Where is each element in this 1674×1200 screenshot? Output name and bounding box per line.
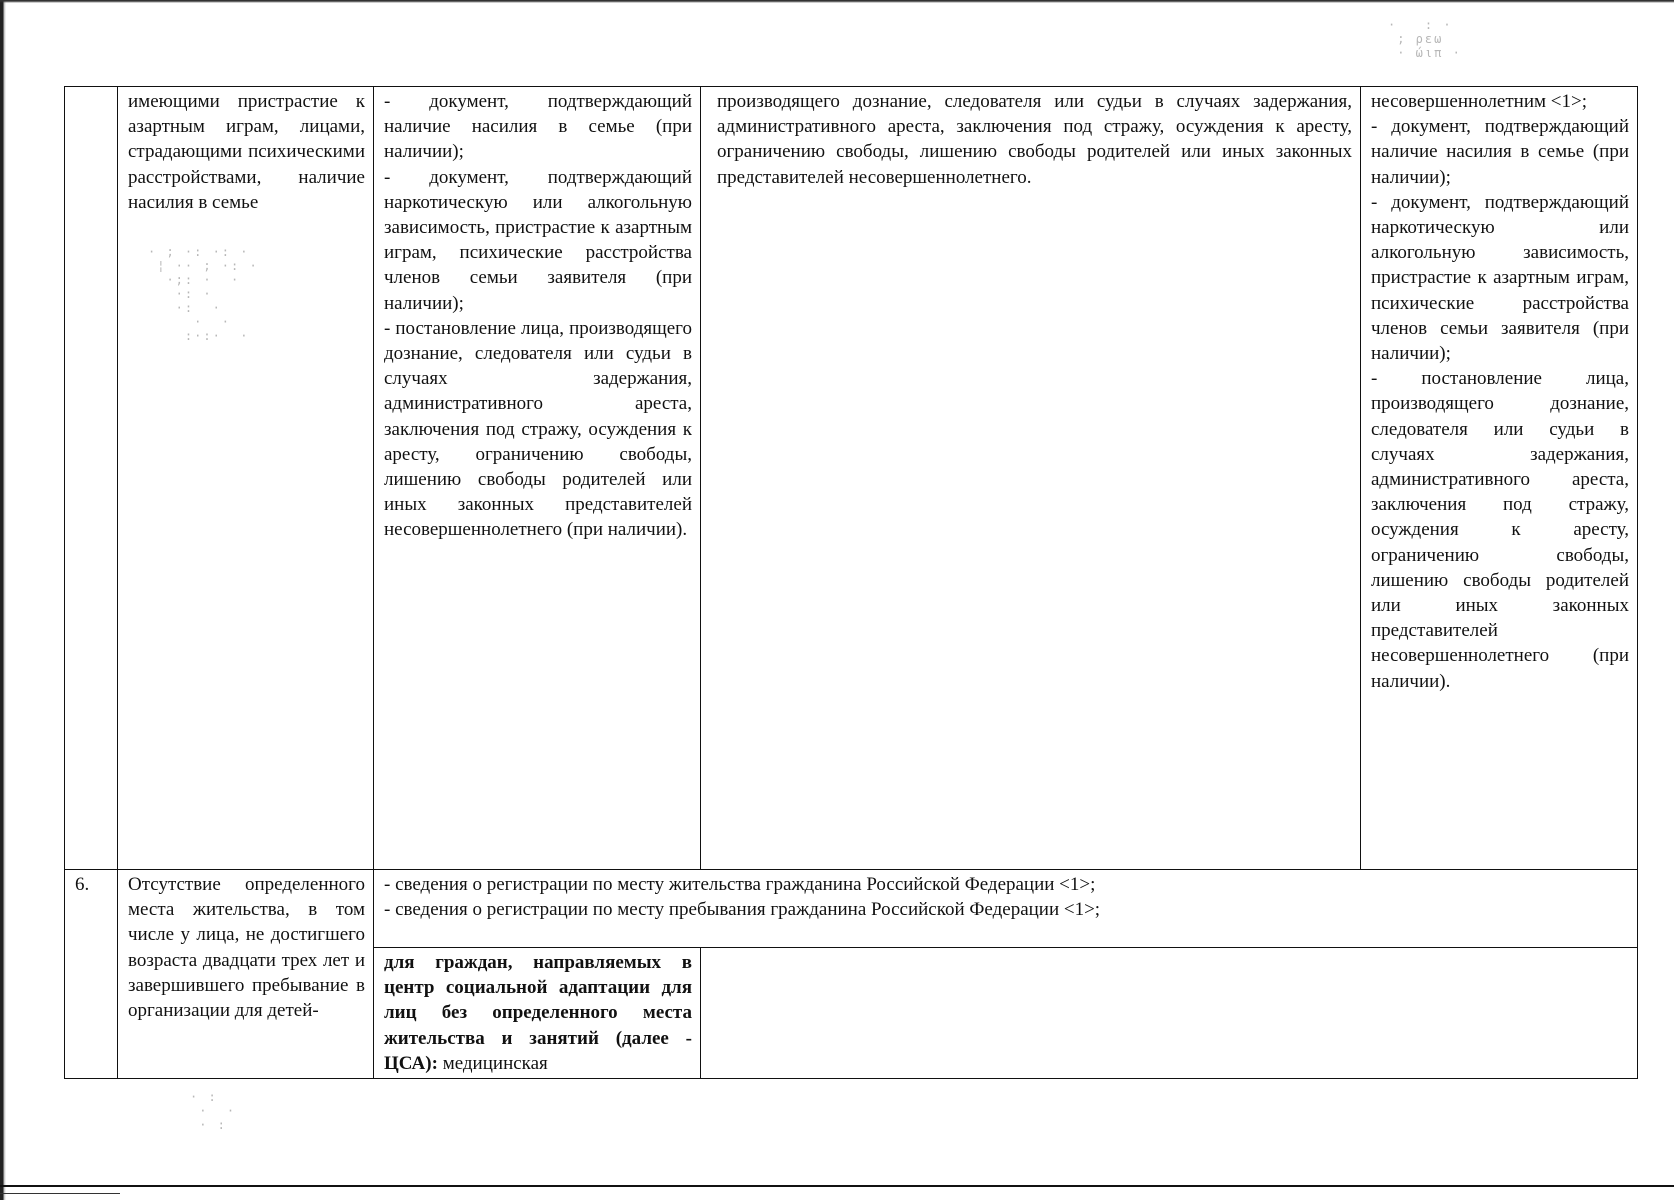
interagency-cell xyxy=(701,87,1361,870)
condition-text: имеющими пристрастие к азартным играм, лицами, страдающими психическими расстройствами, наличие насилия в семье xyxy=(128,91,365,213)
scan-noise-top-right: · : · ; ρεω · ώιπ · xyxy=(1388,18,1462,60)
empty-cell xyxy=(701,948,1638,1079)
csa-heading: для граждан, направляемых в центр социальной адаптации для лиц без определенного места жительства и занятий (далее - ЦСА): xyxy=(384,952,692,1074)
condition-cell xyxy=(118,87,374,870)
page-bottom-rule xyxy=(0,1185,1674,1187)
document-line: - сведения о регистрации по месту пребывания гражданина Российской Федерации <1>; xyxy=(384,899,1101,921)
row-number-cell xyxy=(65,87,118,870)
scan-noise-bottom-left: · : · · · : xyxy=(190,1090,237,1132)
scan-noise-left-column: · ; ·: ·: · ¦ ·· ; ·: · ·;: · · ·: · ·: · · · :·:· · xyxy=(148,245,259,343)
document-table xyxy=(64,86,1638,1079)
scan-edge-top xyxy=(0,0,1674,3)
documents-cell xyxy=(374,87,701,870)
table-row xyxy=(65,870,1638,948)
row-number-cell xyxy=(65,870,118,1079)
condition-cell xyxy=(118,870,374,1079)
csa-text: медицинская xyxy=(442,1052,548,1074)
scan-edge-left xyxy=(0,0,6,1200)
interagency-text: производящего дознание, следователя или судьи в случаях задержания, административного ареста, заключения под стражу, осуждения к аресту, ограничению свободы, лишению свободы родителей или иных законных представителей несовершеннолетнего. xyxy=(717,91,1352,188)
documents-text: - документ, подтверждающий наличие насилия в семье (при наличии); - документ, подтверждающий наркотическую или алкогольную зависимость, пристрастие к азартным играм, психические расстройства членов семьи заявителя (при наличии); - постановление лица, производящего дознание, следователя или судьи в случаях задержания, административного ареста, заключения под стражу, осуждения к аресту, ограничению свободы, лишению свободы родителей или иных законных представителей несовершеннолетнего (при наличии). xyxy=(384,91,692,541)
merged-documents-cell xyxy=(374,870,1638,948)
document-line: - сведения о регистрации по месту жительства гражданина Российской Федерации <1>; xyxy=(384,874,1096,895)
last-column-cell xyxy=(1361,87,1638,870)
table-row xyxy=(65,87,1638,870)
row-number: 6. xyxy=(75,874,90,895)
condition-text: Отсутствие определенного места жительства, в том числе у лица, не достигшего возраста двадцати трех лет и завершившего пребывание в организации для детей- xyxy=(128,874,365,1022)
last-column-text: несовершеннолетним <1>; - документ, подтверждающий наличие насилия в семье (при наличии); - документ, подтверждающий наркотическую или алкогольную зависимость, пристрастие к азартным играм, психические расстройства членов семьи заявителя (при наличии); - постановление лица, производящего дознание, следователя или судьи в случаях задержания, административного ареста, заключения под стражу, осуждения к аресту, ограничению свободы, лишению свободы родителей или иных законных представителей несовершеннолетнего (при наличии). xyxy=(1371,91,1629,692)
csa-cell xyxy=(374,948,701,1079)
page-bottom-rule-short xyxy=(0,1193,120,1194)
